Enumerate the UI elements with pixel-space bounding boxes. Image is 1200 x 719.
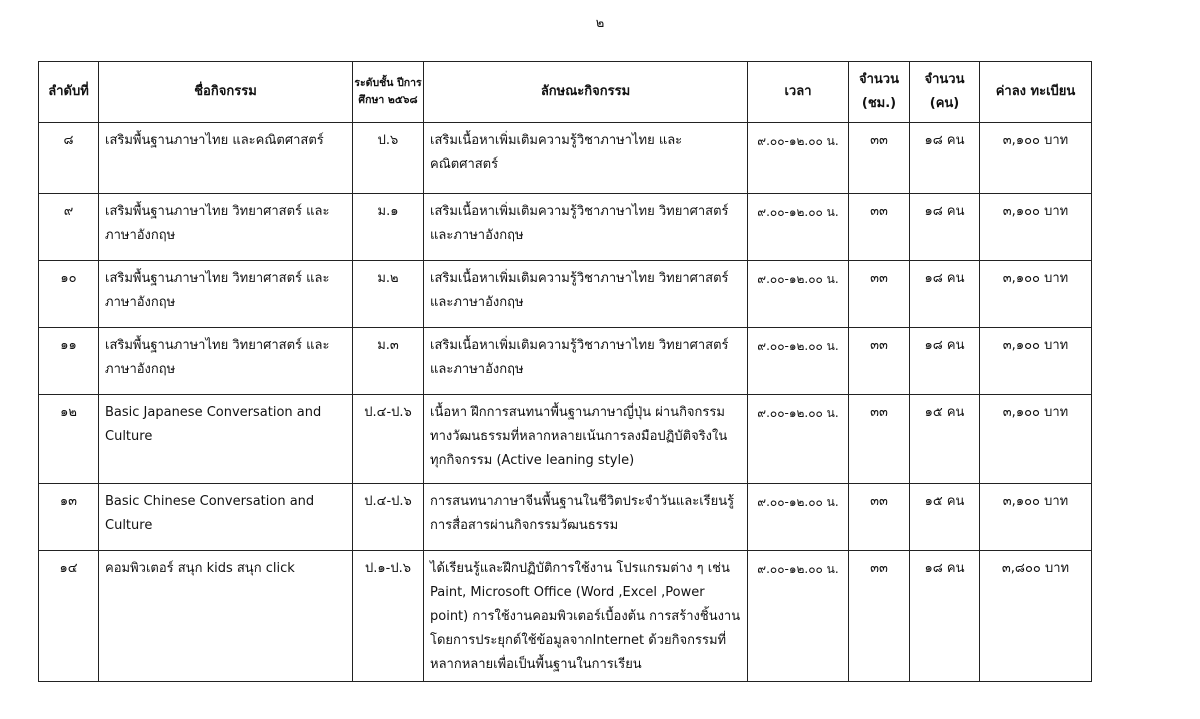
row-index: ๘ [63,133,74,148]
table-row [39,194,1092,261]
activity-hours: ๓๓ [870,338,888,353]
header-people: จำนวน (คน) [910,62,980,123]
activity-name: เสริมพื้นฐานภาษาไทย วิทยาศาสตร์ และภาษาอังกฤษ [105,204,330,243]
table-row [39,484,1092,551]
activity-fee: ๓,๑๐๐ บาท [1002,494,1069,509]
grade-level: ม.๓ [377,338,399,353]
header-fee: ค่าลง ทะเบียน [980,62,1092,123]
grade-level: ป.๔-ป.๖ [364,405,412,420]
header-time: เวลา [748,62,849,123]
activity-fee: ๓,๑๐๐ บาท [1002,271,1069,286]
activity-time: ๙.๐๐-๑๒.๐๐ น. [757,495,839,509]
activity-fee: ๓,๘๐๐ บาท [1001,561,1070,576]
activity-hours: ๓๓ [870,561,888,576]
activity-name: เสริมพื้นฐานภาษาไทย วิทยาศาสตร์ และภาษาอังกฤษ [105,271,330,310]
activity-people: ๑๕ คน [924,405,965,420]
row-index: ๑๒ [60,405,77,420]
header-name: ชื่อกิจกรรม [99,62,353,123]
table-row [39,261,1092,328]
activity-people: ๑๘ คน [924,133,965,148]
header-index: ลำดับที่ [39,62,99,123]
grade-level: ป.๑-ป.๖ [365,561,411,576]
activity-name: เสริมพื้นฐานภาษาไทย วิทยาศาสตร์ และภาษาอังกฤษ [105,338,330,377]
header-description: ลักษณะกิจกรรม [424,62,748,123]
activity-table [38,61,1092,682]
activity-hours: ๓๓ [870,204,888,219]
row-index: ๑๑ [60,338,77,353]
activity-fee: ๓,๑๐๐ บาท [1002,405,1069,420]
grade-level: ม.๑ [377,204,399,219]
table-row [39,328,1092,395]
header-level: ระดับชั้น ปีการศึกษา ๒๕๖๘ [353,62,424,123]
table-row [39,551,1092,682]
activity-description: การสนทนาภาษาจีนพื้นฐานในชีวิตประจำวันและเรียนรู้การสื่อสารผ่านกิจกรรมวัฒนธรรม [430,494,735,533]
activity-name: คอมพิวเตอร์ สนุก kids สนุก click [105,561,295,576]
activity-people: ๑๘ คน [924,338,965,353]
grade-level: ป.๖ [377,133,399,148]
activity-name: เสริมพื้นฐานภาษาไทย และคณิตศาสตร์ [105,133,324,148]
activity-description: เสริมเนื้อหาเพิ่มเติมความรู้วิชาภาษาไทย วิทยาศาสตร์และภาษาอังกฤษ [430,204,729,243]
activity-time: ๙.๐๐-๑๒.๐๐ น. [757,205,839,219]
activity-fee: ๓,๑๐๐ บาท [1002,204,1069,219]
header-hours: จำนวน (ชม.) [849,62,910,123]
activity-time: ๙.๐๐-๑๒.๐๐ น. [757,134,839,148]
activity-people: ๑๘ คน [924,271,965,286]
row-index: ๙ [63,204,74,219]
activity-name: Basic Japanese Conversation and Culture [105,405,322,444]
activity-hours: ๓๓ [870,494,888,509]
activity-time: ๙.๐๐-๑๒.๐๐ น. [757,562,839,576]
activity-description: เสริมเนื้อหาเพิ่มเติมความรู้วิชาภาษาไทย วิทยาศาสตร์และภาษาอังกฤษ [430,271,729,310]
activity-hours: ๓๓ [870,271,888,286]
activity-people: ๑๕ คน [924,494,965,509]
activity-fee: ๓,๑๐๐ บาท [1002,338,1069,353]
row-index: ๑๓ [59,494,78,509]
activity-time: ๙.๐๐-๑๒.๐๐ น. [757,339,839,353]
activity-description: ได้เรียนรู้และฝึกปฏิบัติการใช้งาน โปรแกรมต่าง ๆ เช่น Paint, Microsoft Office (Word ,Excel ,Power point) การใช้งานคอมพิวเตอร์เบื้องต้น การสร้างชิ้นงานโดยการประยุกต์ใช้ข้อมูลจากInternet ด้วยกิจกรรมที่หลากหลายเพื่อเป็นพื้นฐานในการเรียน [430,561,741,672]
row-index: ๑๐ [60,271,77,286]
activity-name: Basic Chinese Conversation and Culture [105,494,315,533]
table-row [39,395,1092,484]
table-row [39,123,1092,194]
grade-level: ป.๔-ป.๖ [364,494,412,509]
activity-time: ๙.๐๐-๑๒.๐๐ น. [757,272,839,286]
activity-description: เสริมเนื้อหาเพิ่มเติมความรู้วิชาภาษาไทย และ คณิตศาสตร์ [430,133,683,172]
activity-hours: ๓๓ [870,133,888,148]
activity-time: ๙.๐๐-๑๒.๐๐ น. [757,406,839,420]
row-index: ๑๔ [59,561,78,576]
grade-level: ม.๒ [377,271,399,286]
activity-people: ๑๘ คน [924,561,965,576]
page-number: ๒ [595,16,605,31]
activity-description: เสริมเนื้อหาเพิ่มเติมความรู้วิชาภาษาไทย วิทยาศาสตร์และภาษาอังกฤษ [430,338,729,377]
table-header-row [39,62,1092,123]
activity-people: ๑๘ คน [924,204,965,219]
activity-description: เนื้อหา ฝึกการสนทนาพื้นฐานภาษาญี่ปุ่น ผ่านกิจกรรมทางวัฒนธรรมที่หลากหลายเน้นการลงมือปฏิบัติจริงในทุกกิจกรรม (Active leaning style) [430,405,728,468]
activity-fee: ๓,๑๐๐ บาท [1002,133,1069,148]
activity-hours: ๓๓ [870,405,888,420]
